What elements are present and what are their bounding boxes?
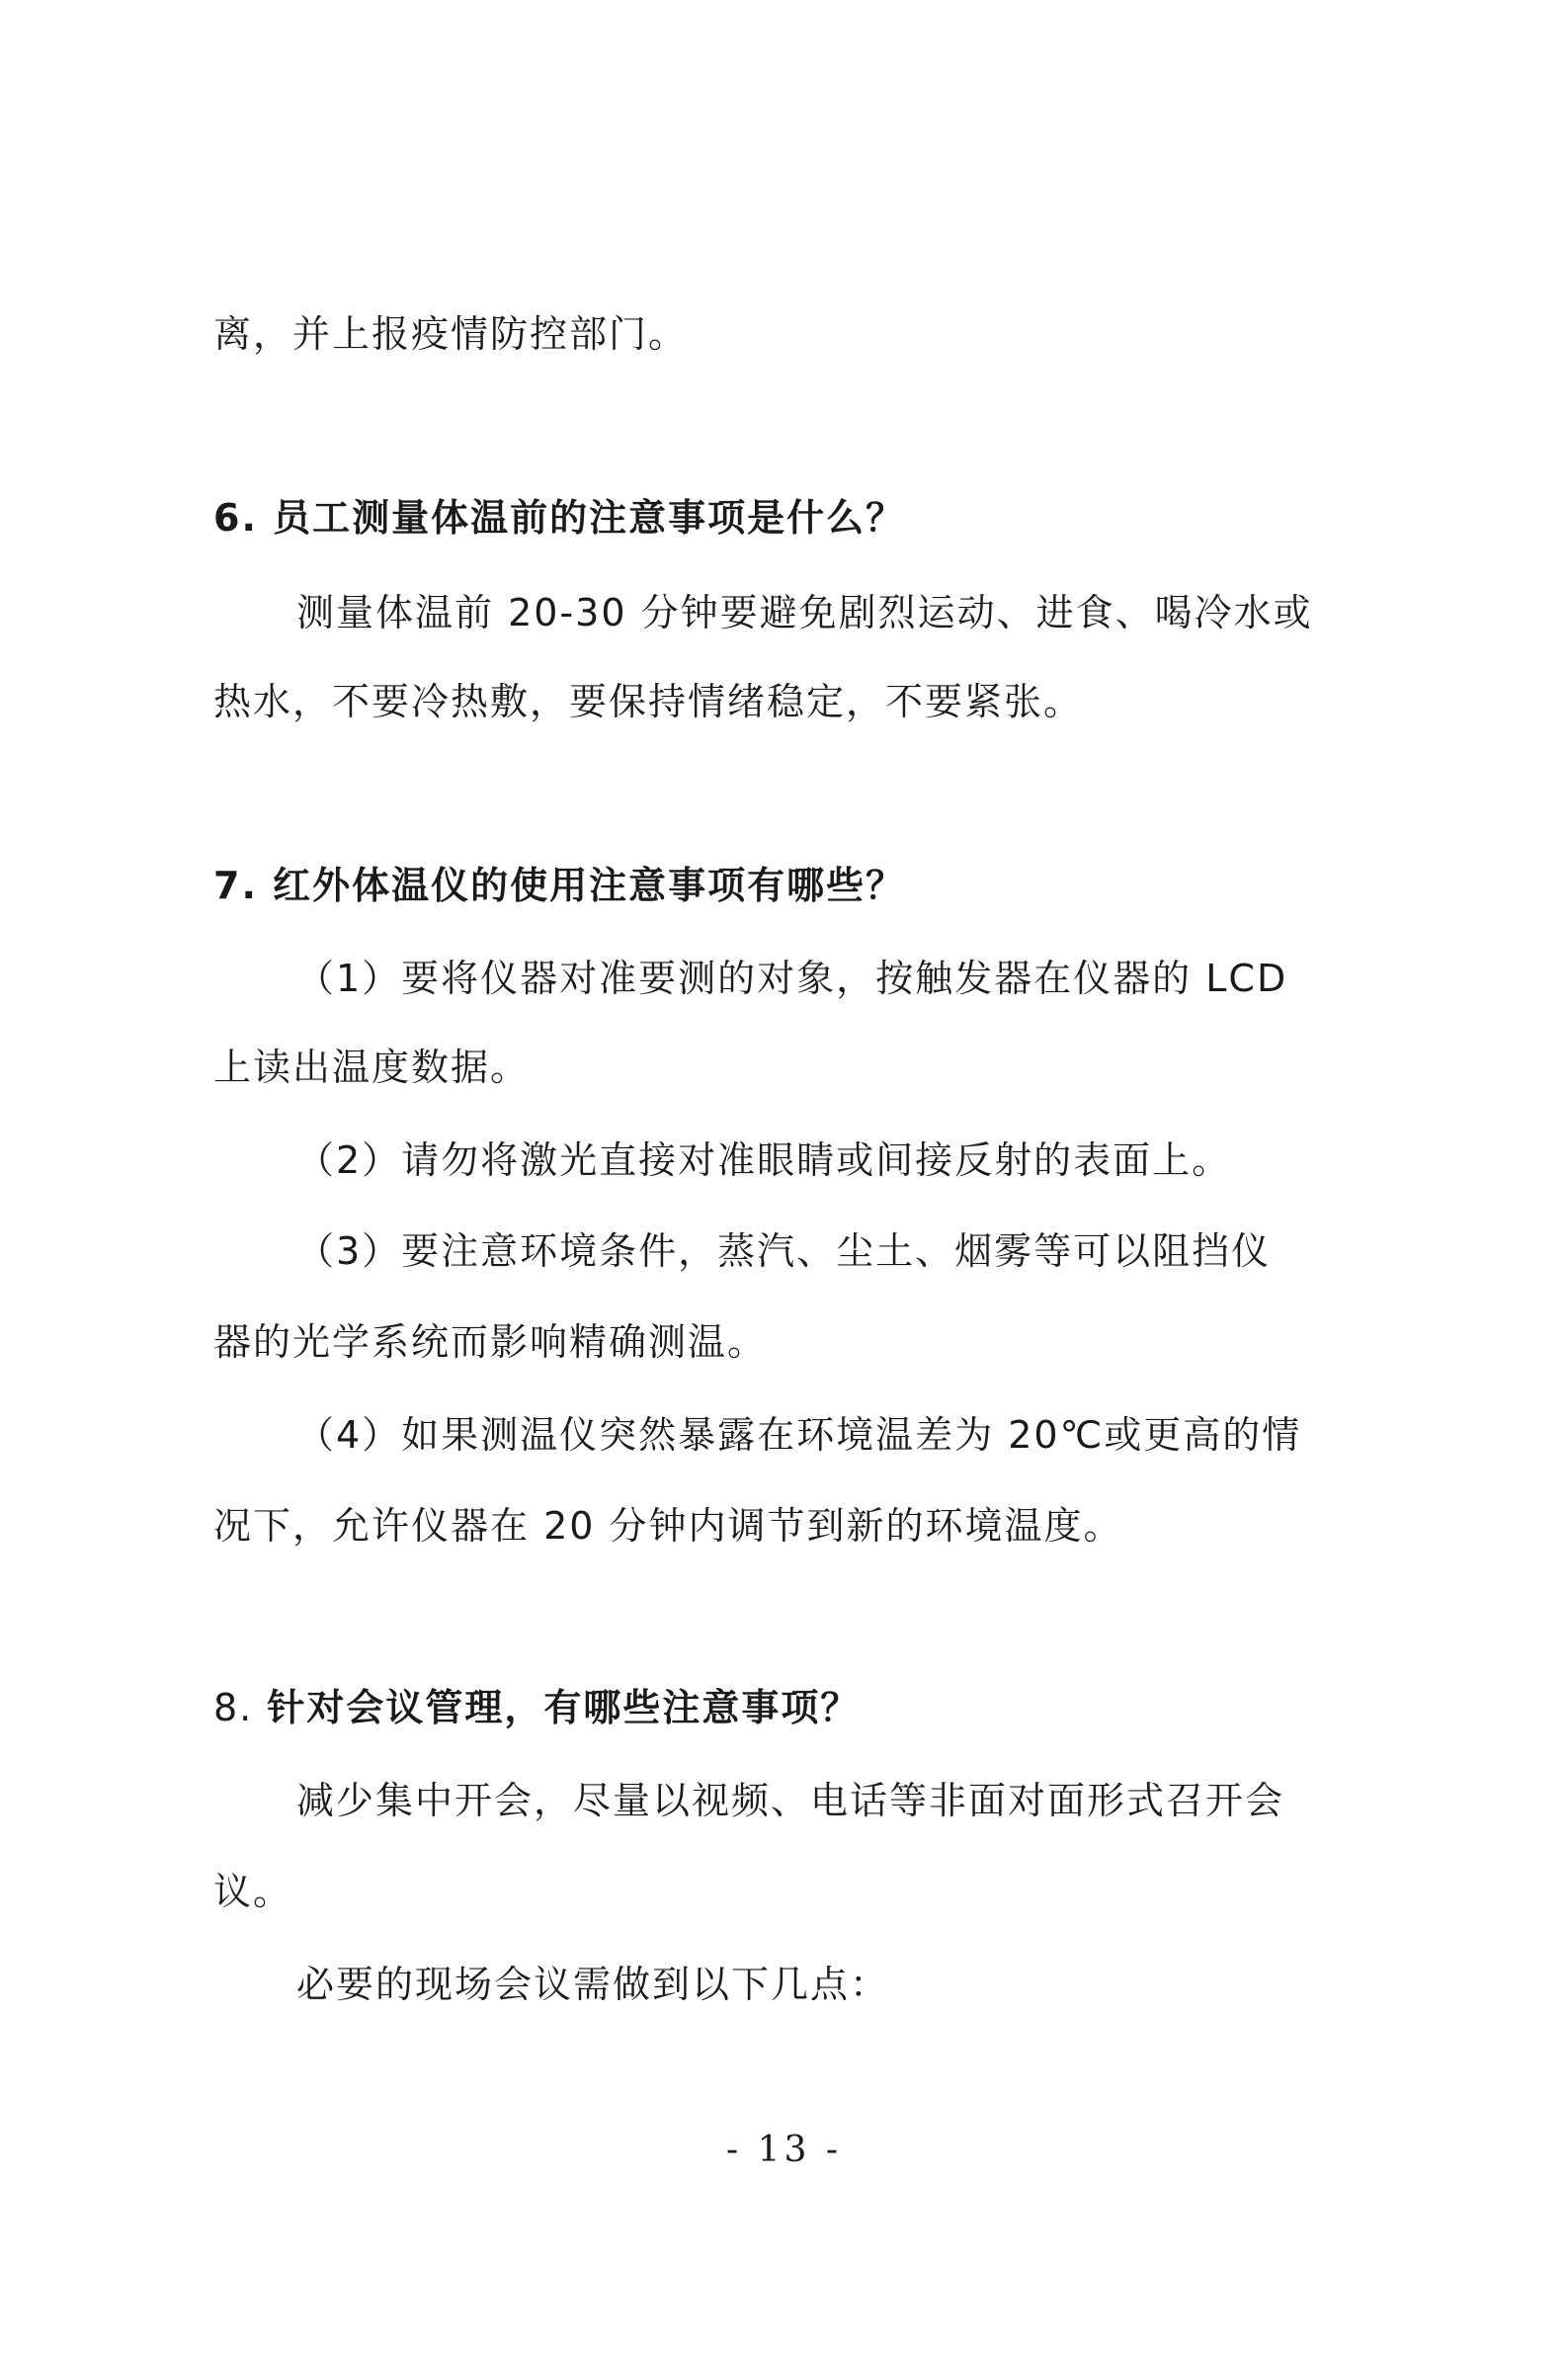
paragraph-line: 议。 — [213, 1870, 293, 1913]
paragraph-line: 离，并上报疫情防控部门。 — [213, 312, 689, 356]
paragraph-line: 减少集中开会，尽量以视频、电话等非面对面形式召开会 — [296, 1779, 1285, 1822]
page-number: - 13 - — [725, 2130, 843, 2170]
question-heading-8 — [213, 1682, 860, 1733]
paragraph-line: 况下，允许仪器在 20 分钟内调节到新的环境温度。 — [213, 1504, 1123, 1548]
paragraph-line: 热水，不要冷热敷，要保持情绪稳定，不要紧张。 — [213, 680, 1084, 723]
paragraph-line: 器的光学系统而影响精确测温。 — [213, 1320, 768, 1364]
paragraph-line: 上读出温度数据。 — [213, 1046, 531, 1089]
paragraph-line: （3）要注意环境条件，蒸汽、尘土、烟雾等可以阻挡仪 — [296, 1229, 1272, 1273]
paragraph-line: （1）要将仪器对准要测的对象，按触发器在仪器的 LCD — [296, 957, 1288, 1000]
paragraph-line: （2）请勿将激光直接对准眼睛或间接反射的表面上。 — [296, 1138, 1232, 1182]
paragraph-line: （4）如果测温仪突然暴露在环境温差为 20℃或更高的情 — [296, 1413, 1302, 1457]
paragraph-line: 测量体温前 20-30 分钟要避免剧烈运动、进食、喝冷水或 — [296, 591, 1313, 634]
question-heading-7: 7. 红外体温仪的使用注意事项有哪些？ — [213, 864, 906, 907]
question-number: 8. — [213, 1686, 254, 1729]
paragraph-line: 必要的现场会议需做到以下几点： — [296, 1963, 890, 2006]
question-text: 针对会议管理，有哪些注意事项？ — [267, 1686, 861, 1729]
question-heading-6: 6. 员工测量体温前的注意事项是什么？ — [213, 496, 906, 540]
